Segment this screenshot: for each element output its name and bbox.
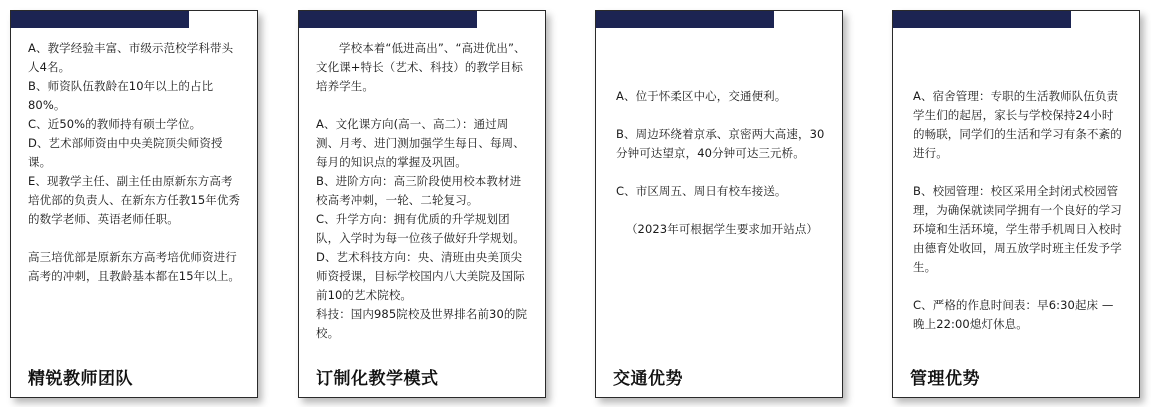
paragraph: B、师资队伍教龄在10年以上的占比80%。	[28, 79, 214, 112]
paragraph: D、艺术科技方向：央、清班由央美顶尖师资授课，目标学校国内八大美院及国际前10的艺术院校。	[316, 250, 525, 302]
card-management	[892, 10, 1140, 398]
card-body	[28, 39, 243, 286]
paragraph: C、近50%的教师持有硕士学位。	[28, 117, 202, 131]
paragraph: D、艺术部师资由中央美院顶尖师资授课。	[28, 136, 223, 169]
paragraph: C、市区周五、周日有校车接送。	[616, 184, 787, 198]
paragraph: A、文化课方向(高一、高二）：通过周测、月考、进门测加强学生每日、每周、每月的知识点的掌握及巩固。	[316, 117, 525, 169]
card-header-bar	[11, 11, 189, 28]
card-header-bar	[299, 11, 477, 28]
card-heading: 交通优势	[613, 369, 683, 389]
paragraph: B、周边环绕着京承、京密两大高速，30分钟可达望京，40分钟可达三元桥。	[616, 127, 825, 160]
paragraph: A、位于怀柔区中心，交通便利。	[616, 89, 787, 103]
card-transport	[595, 10, 843, 398]
card-body	[913, 87, 1125, 334]
paragraph: B、进阶方向：高三阶段使用校本教材进校高考冲刺，一轮、二轮复习。	[316, 174, 522, 207]
card-body	[316, 39, 531, 343]
paragraph: 高三培优部是原新东方高考培优师资进行高考的冲刺，且教龄基本都在15年以上。	[28, 250, 241, 283]
card-heading: 精锐教师团队	[28, 369, 133, 389]
card-header-bar	[893, 11, 1071, 28]
card-heading: 管理优势	[910, 369, 980, 389]
paragraph: B、校园管理：校区采用全封闭式校园管理，为确保就读同学拥有一个良好的学习环境和生活环境，学生带手机周日入校时由德育处收回，周五放学时班主任发予学生。	[913, 184, 1122, 274]
paragraph: 学校本着“低进高出”、“高进优出”、文化课+特长（艺术、科技）的教学目标培养学生。	[316, 41, 526, 93]
paragraph: 科技：国内985院校及世界排名前30的院校。	[316, 307, 528, 340]
card-heading: 订制化教学模式	[316, 369, 439, 389]
paragraph: E、现教学主任、副主任由原新东方高考培优部的负责人、在新东方任教15年优秀的数学老师、英语老师任职。	[28, 174, 241, 226]
card-teachers	[10, 10, 258, 398]
paragraph: （2023年可根据学生要求加开站点）	[625, 222, 819, 236]
paragraph: A、教学经验丰富、市级示范校学科带头人4名。	[28, 41, 234, 74]
paragraph: C、升学方向：拥有优质的升学规划团队，入学时为每一位孩子做好升学规划。	[316, 212, 525, 245]
card-header-bar	[596, 11, 774, 28]
paragraph: C、严格的作息时间表：早6:30起床 — 晚上22:00熄灯休息。	[913, 298, 1114, 331]
paragraph: A、宿舍管理：专职的生活教师队伍负责学生们的起居，家长与学校保持24小时的畅联，同学们的生活和学习有条不紊的进行。	[913, 89, 1122, 160]
card-teaching-mode	[298, 10, 546, 398]
card-body	[616, 87, 828, 239]
